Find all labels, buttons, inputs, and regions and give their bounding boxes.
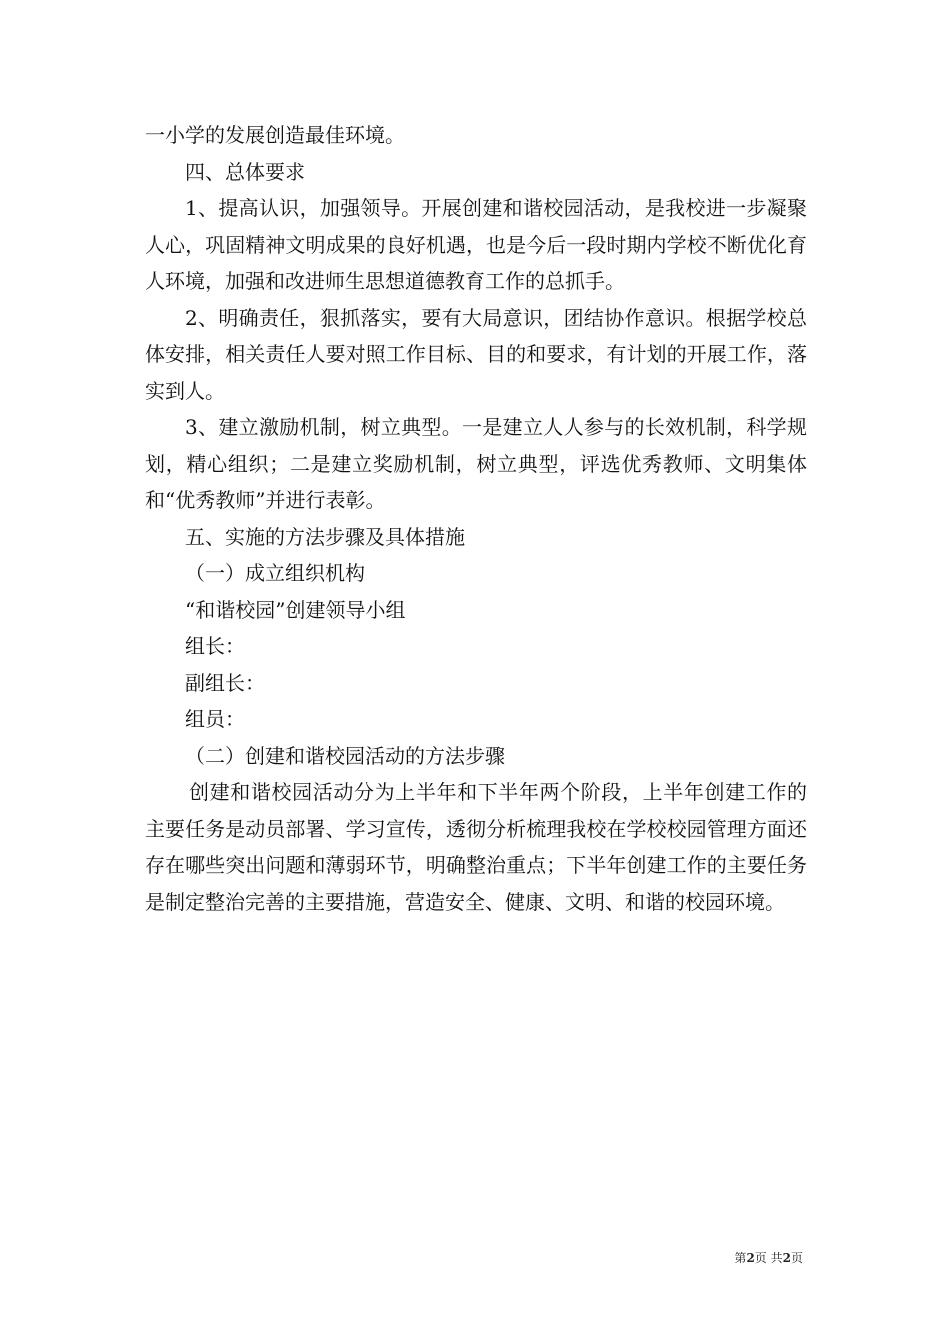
page-number-footer xyxy=(734,1249,803,1266)
paragraph-item-1: 1、提高认识，加强领导。开展创建和谐校园活动，是我校进一步凝聚人心，巩固精神文明成果的良好机遇，也是今后一段时期内学校不断优化育人环境，加强和改进师生思想道德教育工作的总抓手。 xyxy=(145,196,807,293)
section-heading-implementation: 五、实施的方法步骤及具体措施 xyxy=(185,524,465,549)
footer-current-page: 2 xyxy=(746,1251,755,1265)
subheading-method-steps: （二）创建和谐校园活动的方法步骤 xyxy=(185,743,505,768)
group-members-label: 组员： xyxy=(185,707,245,731)
footer-middle: 页 共 xyxy=(754,1251,783,1265)
footer-total-pages: 2 xyxy=(782,1251,791,1265)
footer-suffix: 页 xyxy=(790,1251,803,1265)
paragraph-item-3: 3、建立激励机制，树立典型。一是建立人人参与的长效机制，科学规划，精心组织；二是建立奖励机制，树立典型，评选优秀教师、文明集体和“优秀教师”并进行表彰。 xyxy=(145,415,807,512)
deputy-leader-label: 副组长： xyxy=(185,670,265,695)
section-heading-overall-requirements: 四、总体要求 xyxy=(185,159,305,184)
paragraph-item-2: 2、明确责任，狠抓落实，要有大局意识，团结协作意识。根据学校总体安排，相关责任人要对照工作目标、目的和要求，有计划的开展工作，落实到人。 xyxy=(145,305,807,403)
document-body xyxy=(145,117,807,920)
group-leader-label: 组长： xyxy=(185,634,245,658)
subheading-organization: （一）成立组织机构 xyxy=(185,561,365,585)
footer-prefix: 第 xyxy=(734,1251,747,1265)
paragraph-method-steps: 创建和谐校园活动分为上半年和下半年两个阶段，上半年创建工作的主要任务是动员部署、学习宣传，透彻分析梳理我校在学校校园管理方面还存在哪些突出问题和薄弱环节，明确整治重点；下半年创建工作的主要任务是制定整治完善的主要措施，营造安全、健康、文明、和谐的校园环境。 xyxy=(145,780,807,914)
group-title: “和谐校园”创建领导小组 xyxy=(185,597,406,622)
paragraph-continuation: 一小学的发展创造最佳环境。 xyxy=(145,123,405,147)
